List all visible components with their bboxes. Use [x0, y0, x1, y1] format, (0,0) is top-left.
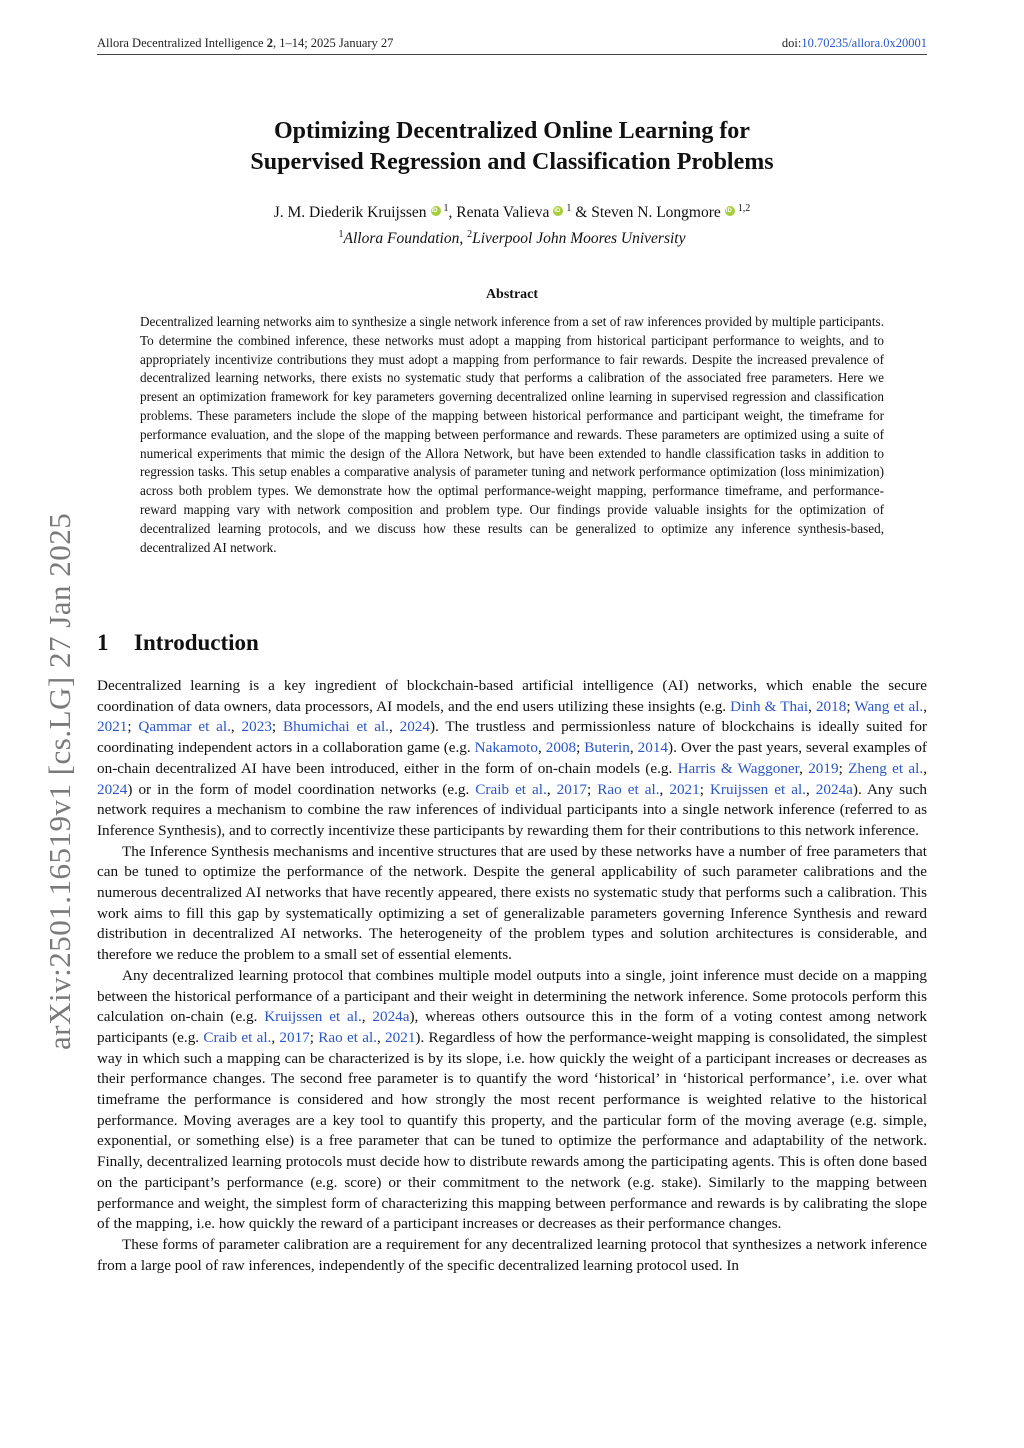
- running-header: [97, 36, 927, 56]
- citation-link[interactable]: Nakamoto: [474, 739, 538, 757]
- citation-link[interactable]: 2018: [815, 697, 847, 715]
- citation-link[interactable]: 2024: [399, 718, 430, 736]
- citation-link[interactable]: Qammar et al.: [138, 718, 231, 736]
- doi: doi:10.70235/allora.0x20001: [781, 36, 927, 50]
- author-affiliation-mark: 1: [566, 203, 572, 214]
- citation-link[interactable]: 2023: [241, 718, 272, 736]
- citation-link[interactable]: Kruijssen et al.: [264, 1008, 362, 1026]
- citation-link[interactable]: Craib et al.: [475, 780, 547, 798]
- citation-link[interactable]: 2017: [556, 780, 588, 798]
- citation-link[interactable]: Wang et al.: [854, 697, 924, 715]
- citation-link[interactable]: Dinh & Thai: [730, 697, 809, 715]
- citation-link[interactable]: Rao et al.: [318, 1028, 377, 1046]
- citation-link[interactable]: 2021: [385, 1028, 416, 1046]
- author-name: J. M. Diederik Kruijssen: [273, 204, 427, 221]
- abstract-heading: Abstract: [485, 287, 539, 302]
- citation-link[interactable]: 2021: [97, 718, 128, 736]
- abstract-text: Decentralized learning networks aim to synthesize a single network inference from a set of raw inferences provided by multiple participants. To determine the combined inference, these networks must adopt a mapping from historical participant performance to weights, and to appropriately incentivize contributions they must adopt a mapping from performance to fair rewards. Despite the increased prevalence of decentralized learning networks, there exists no systematic study that performs a calibration of the associated free parameters. Here we present an optimization framework for key parameters governing decentralized online learning in supervised regression and classification problems. These parameters include the slope of the mapping between historical performance and participant weight, the timeframe for performance evaluation, and the slope of the mapping between performance and rewards. These parameters are optimized using a suite of numerical experiments that mimic the design of the Allora Network, but have been extended to handle classification tasks in addition to regression tasks. This setup enables a comparative analysis of parameter tuning and network performance optimization (loss minimization) across both problem types. We demonstrate how the optimal performance-weight mapping, performance timeframe, and performance-reward mapping vary with network composition and problem type. Our findings provide valuable insights for the optimization of decentralized learning protocols, and we discuss how these results can be generalized to optimize any inference synthesis-based, decentralized AI network.: [140, 314, 884, 555]
- author-list: J. M. Diederik KruijsseniD $^1$, Renata ValievaiD $^1$ & Steven N. LongmoreiD $^{1,2}$: [97, 198, 927, 224]
- affiliation-name: Allora Foundation: [343, 230, 460, 247]
- title-line-2: Supervised Regression and Classification Problems: [250, 149, 774, 175]
- citation-link[interactable]: 2024a: [372, 1008, 410, 1026]
- citation-link[interactable]: 2021: [669, 780, 700, 798]
- paragraph: Any decentralized learning protocol that combines multiple model outputs into a single, joint inference must decide on a mapping between the historical performance of a participant and their weight in determining the network inference. Some protocols perform this calculation on-chain (e.g. Kruijssen et al., 2024a), whereas others outsource this in the form of a voting contest among network participants (e.g. Craib et al., 2017; Rao et al., 2021). Regardless of how the performance-weight mapping is consolidated, the simplest way in which such a mapping can be characterized is by its slope, i.e. how quickly the weight of a participant increases or decreases as their performance changes. The second free parameter is to quantify the word ‘historical’ in ‘historical performance’, i.e. over what timeframe the performance is considered and how strongly the most recent performance is weighted relative to the historical performance. Moving averages are a key tool to quantify this property, and the particular form of the moving average (e.g. simple, exponential, or something else) is a free parameter that can be tuned to optimize the performance and adaptability of the network. Finally, decentralized learning protocols must decide how to distribute rewards among the participating agents. This is often done based on the participant’s performance (e.g. score) or their commitment to the network (e.g. stake). Similarly to the mapping between performance and weight, the simplest form of characterizing this mapping between performance and rewards is by calibrating the slope of the mapping, i.e. how quickly the reward of a participant increases or decreases as their performance changes.: [97, 966, 928, 1233]
- citation-link[interactable]: Kruijssen et al.: [709, 780, 806, 798]
- citation-link[interactable]: Zheng et al.: [848, 759, 924, 777]
- journal-volume: 2: [266, 36, 273, 50]
- orcid-icon[interactable]: [725, 206, 735, 216]
- citation-link[interactable]: 2008: [545, 739, 577, 757]
- header-rule: [97, 54, 927, 55]
- paper-title: [97, 116, 927, 178]
- doi-link[interactable]: 10.70235/allora.0x20001: [801, 36, 927, 50]
- paragraph: Decentralized learning is a key ingredient of blockchain-based artificial intelligence (AI) networks, which enable the secure coordination of data owners, data processors, AI models, and the end users utilizing these insights (e.g. Dinh & Thai, 2018; Wang et al., 2021; Qammar et al., 2023; Bhumichai et al., 2024). The trustless and permissionless nature of blockchains is ideally suited for coordinating independent actors in a collaboration game (e.g. Nakamoto, 2008; Buterin, 2014). Over the past years, several examples of on-chain decentralized AI have been introduced, either in the form of on-chain models (e.g. Harris & Waggoner, 2019; Zheng et al., 2024) or in the form of model coordination networks (e.g. Craib et al., 2017; Rao et al., 2021; Kruijssen et al., 2024a). Any such network requires a mechanism to combine the raw inferences of individual participants into a single network inference (referred to as Inference Synthesis), and to correctly incentivize these participants by rewarding them for their contributions to this network inference.: [97, 677, 928, 839]
- orcid-icon[interactable]: [431, 206, 441, 216]
- citation-link[interactable]: Rao et al.: [597, 780, 660, 798]
- citation-link[interactable]: 2024: [97, 780, 128, 798]
- author-affiliation-mark: 1: [443, 203, 449, 214]
- section-title: Introduction: [134, 630, 259, 655]
- citation-link[interactable]: Craib et al.: [203, 1028, 272, 1046]
- citation-link[interactable]: 2024a: [815, 780, 853, 798]
- citation-link[interactable]: 2014: [637, 739, 669, 757]
- citation-link[interactable]: 2017: [279, 1028, 310, 1046]
- citation-link[interactable]: Harris & Waggoner: [677, 759, 800, 777]
- author-name: Steven N. Longmore: [591, 204, 721, 221]
- citation-link[interactable]: 2019: [808, 759, 839, 777]
- section-number: 1: [97, 630, 109, 655]
- journal-citation: Allora Decentralized Intelligence 2, 1–14; 2025 January 27: [97, 36, 394, 50]
- author-affiliation-mark: 1,2: [737, 203, 751, 214]
- citation-link[interactable]: Buterin: [584, 739, 630, 757]
- citation-link[interactable]: Bhumichai et al.: [282, 718, 389, 736]
- title-line-1: Optimizing Decentralized Online Learning for: [274, 118, 750, 144]
- section-heading: [97, 630, 259, 656]
- introduction-body: [97, 676, 927, 1276]
- author-name: Renata Valieva: [456, 204, 550, 221]
- orcid-icon[interactable]: [553, 206, 563, 216]
- affiliations: $^1$Allora Foundation, $^2$Liverpool John Moores University: [338, 229, 686, 247]
- paragraph: The Inference Synthesis mechanisms and incentive structures that are used by these networks have a number of free parameters that can be tuned to optimize the performance of the network. Despite the general applicability of such parameter calibrations and the numerous decentralized AI networks that have recently appeared, there exists no systematic study that performs such a calibration. This work aims to fill this gap by systematically optimizing a set of generalizable parameters governing Inference Synthesis and reward distribution in decentralized AI networks. The heterogeneity of the problem types and solution architectures is considerable, and therefore we reduce the problem to a small set of essential elements.: [97, 842, 927, 964]
- arxiv-stamp: arXiv:2501.16519v1 [cs.LG] 27 Jan 2025: [42, 512, 77, 1050]
- paragraph: These forms of parameter calibration are a requirement for any decentralized learning protocol that synthesizes a network inference from a large pool of raw inferences, independently of the specific decentralized learning protocol used. In: [97, 1235, 927, 1274]
- affiliation-name: Liverpool John Moores University: [472, 230, 686, 247]
